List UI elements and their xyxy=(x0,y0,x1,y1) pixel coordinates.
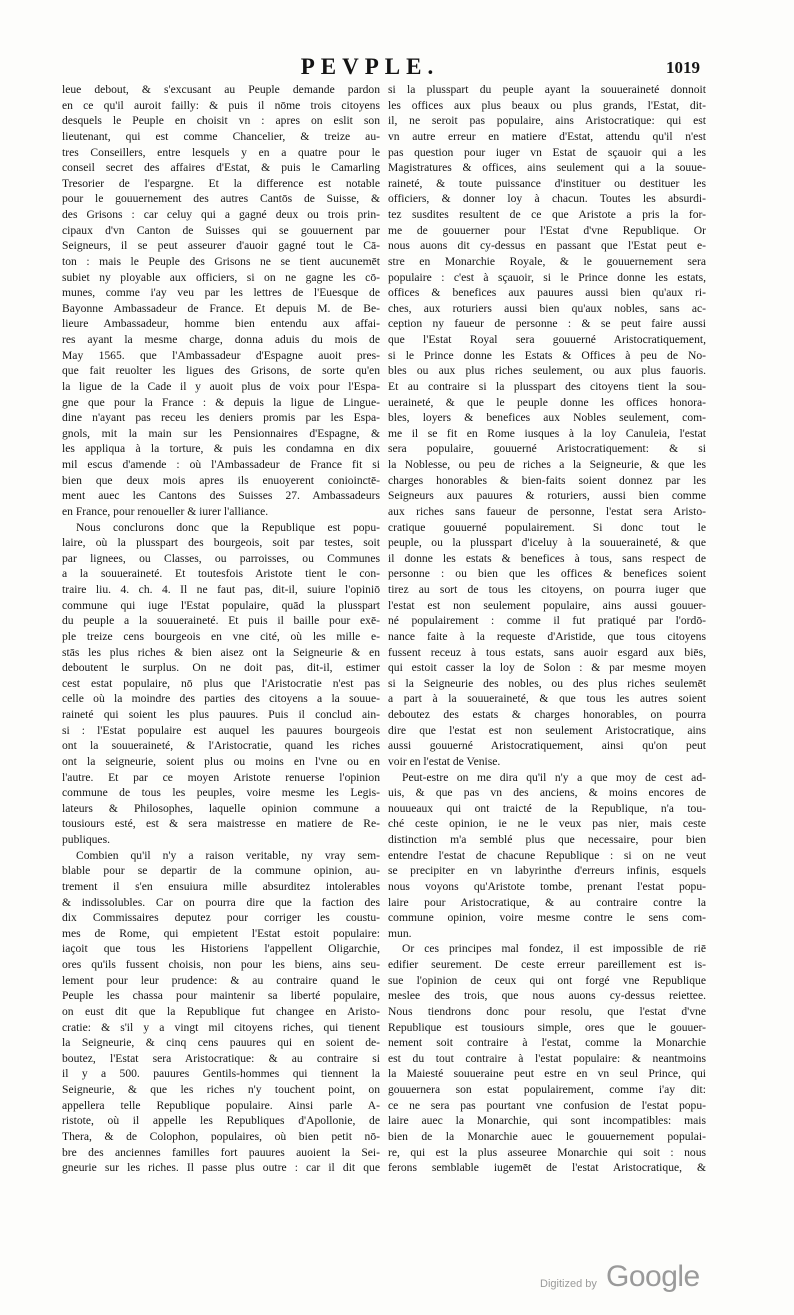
text-line: Combien qu'il n'y a raison veritable, ny vray sem- xyxy=(76,848,380,862)
text-line: Or ces principes mal fondez, il est impossible de riē xyxy=(402,942,706,956)
text-line: lement pour leur prudence: & au contraire quand le xyxy=(62,973,380,987)
text-line: Nous tiendrons donc pour resolu, que l'estat d'vne xyxy=(388,1004,706,1018)
text-line: offices & benefices aux pauures aussi bien qu'aux ri- xyxy=(388,286,706,300)
text-line: cratique gouuerné populairement. Si donc tout le xyxy=(388,520,706,534)
text-line: bles, loyers & benefices aux Nobles seulement, com- xyxy=(388,411,706,425)
text-line: bien de la Monarchie auec le gouuernement populai- xyxy=(388,1129,706,1143)
text-line: que fait reuolter les ligues des Grisons, de sorte qu'en xyxy=(62,364,380,378)
text-line: par lignees, ou Classes, ou parroisses, ou Communes xyxy=(62,551,380,565)
text-line: bles ou aux plus riches seulement, ou aux plus fauoris. xyxy=(388,364,706,378)
text-line: ont la souueraineté, & l'Aristocratie, quand les riches xyxy=(62,739,380,753)
text-line: nance faite à la requeste d'Aristide, que tous citoyens xyxy=(388,629,706,643)
text-line: sera populaire, gouuerné Aristocratiquement: & si xyxy=(388,442,706,456)
text-line: qui estoit casser la loy de Solon : & par mesme moyen xyxy=(388,661,706,675)
text-line: ception ny faueur de personne : & se peut faire aussi xyxy=(388,317,706,331)
text-line: se precipiter en vn labyrinthe d'erreurs infinis, esquels xyxy=(388,864,706,878)
text-line: mes de Rome, qui empietent l'Estat estoit populaire: xyxy=(62,926,380,940)
text-line: dix Commissaires deputez pour corriger les coustu- xyxy=(62,911,380,925)
text-line: l'estat est non seulement populaire, ains aussi gouuer- xyxy=(388,598,706,612)
text-line: né populairement : comme il fut pratiqué par l'ordō- xyxy=(388,614,706,628)
text-line: nouueaux qui ont traicté de la Republique, n'a tou- xyxy=(388,801,706,815)
watermark-prefix: Digitized by xyxy=(540,1278,597,1290)
text-line: la Seigneurie, & cinq cens pauures qui en soient de- xyxy=(62,1036,380,1050)
text-line: populaire : c'est à sçauoir, si le Prince donne les estats, xyxy=(388,270,706,284)
text-line: Thera, & de Colophon, populaires, où bien petit nō- xyxy=(62,1129,380,1143)
text-line: distinction m'a semblé plus que necessaire, pour bien xyxy=(388,833,706,846)
text-line: vn autre erreur en matiere d'Estat, attendu qu'il n'est xyxy=(388,129,706,143)
text-line: si la plusspart du peuple ayant la souueraineté donnoit xyxy=(388,83,706,96)
text-line: gnols, mit la main sur les Pensionnaires d'Espagne, & xyxy=(62,426,380,440)
text-line: du peuple a la souueraineté. Et puis il baille pour exē- xyxy=(62,614,380,628)
text-line: il, ne seroit pas populaire, ains Aristocratique: qui est xyxy=(388,114,706,128)
text-line: en France, pour renoueller & iurer l'alliance. xyxy=(62,504,269,518)
text-line: leue debout, & s'excusant au Peuple demande pardon xyxy=(62,83,380,96)
text-line: celle où la moindre des parties des citoyens a la souue- xyxy=(62,692,380,706)
text-line: il donne les estats & benefices à tous, sans respect de xyxy=(388,551,706,565)
text-line: tez susdites resultent de ce que Aristote a pris la for- xyxy=(388,208,706,221)
text-line: appellera telle Republique populaire. Ainsi parle A- xyxy=(62,1098,380,1112)
text-line: gouuernera son estat populairement, comme i'ay dit: xyxy=(388,1083,706,1096)
text-line: blable pour se departir de la commune opinion, au- xyxy=(62,864,380,878)
page-number: 1019 xyxy=(666,58,700,77)
text-line: ment auec les Cantons des Suisses 27. Ambassadeurs xyxy=(62,489,380,503)
text-line: ores qu'ils fussent choisis, non pour les biens, ains seu- xyxy=(62,958,380,971)
text-line: uis, & que pas vn des anciens, & moins encores de xyxy=(388,786,706,800)
text-line: il y a 500. pauures Gentils-hommes qui tiennent la xyxy=(62,1067,380,1081)
text-column-left xyxy=(62,82,380,1176)
text-line: a la souueraineté. Et toutesfois Aristote tient le con- xyxy=(62,567,380,581)
text-line: laire auec la Monarchie, qui sont incompatibles: mais xyxy=(388,1114,706,1128)
text-line: bien que deux mois apres ils enuoyerent conioinctē- xyxy=(62,473,380,487)
text-line: me de gouuerner pour l'Estat d'vne Republique. Or xyxy=(388,223,706,237)
text-line: officiers, & donner loy à chacun. Toutes les absurdi- xyxy=(388,192,706,206)
text-line: ché ceste opinion, ie ne le veux pas nier, mais ceste xyxy=(388,817,706,831)
text-line: aux riches sans faueur de personne, l'estat sera Aristo- xyxy=(388,504,706,518)
text-line: tousiours esté, est & sera maistresse en matiere de Re- xyxy=(62,817,380,831)
text-line: res ayant la mesme charge, donna aduis du mois de xyxy=(62,333,380,346)
text-line: ont la seigneurie, soient plus ou moins en l'vne ou en xyxy=(62,754,380,768)
text-line: charges honorables & bien-faits soient donnez par les xyxy=(388,473,706,487)
text-line: laire, où la plusspart des bourgeois, soit par testes, soit xyxy=(62,536,380,550)
text-line: subiet ny ployable aux officiers, si on ne gagne les cō- xyxy=(62,270,380,284)
text-line: mil escus d'amende : où l'Ambassadeur de France fit si xyxy=(62,458,380,471)
text-line: ueraineté, & que le peuple donne les offices honora- xyxy=(388,395,706,409)
text-line: raineté qui soient les plus pauures. Puis il conclud ain- xyxy=(62,708,380,721)
text-line: commune opinion, voire mesme contre le sens com- xyxy=(388,911,706,925)
digitized-watermark xyxy=(540,1260,720,1300)
text-line: traire liu. 4. ch. 4. Il ne faut pas, dit-il, suiure l'opiniō xyxy=(62,583,380,596)
text-line: ple treize cens bourgeois en vne cité, où les mille e- xyxy=(62,629,380,643)
text-line: dire que l'estat est non seulement Aristocratique, ains xyxy=(388,723,706,737)
text-line: tirez au sort de tous les citoyens, on pourra iuger que xyxy=(388,583,706,596)
text-line: stre en Monarchie Royale, & le gouuernement sera xyxy=(388,254,706,268)
text-line: desquels le Peuple en choisit vn : apres on eslit son xyxy=(62,114,380,128)
text-line: Seigneurs aux pauures & roturiers, aussi bien comme xyxy=(388,489,706,503)
text-line: cratie: & s'il y a vingt mil citoyens riches, qui tienent xyxy=(62,1020,380,1034)
text-line: Peuple les chassa pour maintenir sa liberté populaire, xyxy=(62,989,380,1003)
text-line: May 1565. que l'Ambassadeur d'Espagne auoit pres- xyxy=(62,348,380,362)
text-line: on eust dit que la Republique fut changee en Aristo- xyxy=(62,1004,380,1018)
text-line: boutez, l'Estat sera Aristocratique: & au contraire si xyxy=(62,1051,380,1065)
text-line: commune qui iuge l'Estat populaire, quād la plusspart xyxy=(62,598,380,612)
text-line: Magistratures & offices, ains seulement qui a la souue- xyxy=(388,161,706,175)
text-line: la ligue de la Cade il y auoit plus de voix pour l'Espa- xyxy=(62,379,380,393)
text-line: lieure Ambassadeur, homme bien entendu aux affai- xyxy=(62,317,380,331)
google-logo: Google xyxy=(606,1260,700,1293)
running-head: PEVPLE. xyxy=(300,54,440,79)
text-line: deboutez des estats & charges honorables, on pourra xyxy=(388,708,706,721)
text-line: gne que pour la France : & depuis la ligue de Lingue- xyxy=(62,395,380,409)
text-line: Peut-estre on me dira qu'il n'y a que moy de cest ad- xyxy=(402,770,706,784)
text-line: Tresorier de l'espargne. Et la difference est notable xyxy=(62,176,380,190)
text-line: & indissolubles. Car on pourra dire que la faction des xyxy=(62,895,380,909)
text-line: lieutenant, qui est comme Chancelier, & treize au- xyxy=(62,129,380,143)
text-line: si : l'Estat populaire est auquel les pauures bourgeois xyxy=(62,723,380,737)
text-line: iaçoit que tous les Historiens l'appellent Oligarchie, xyxy=(62,942,380,956)
text-line: gneurie sur les riches. Il passe plus outre : car il dit que xyxy=(62,1161,380,1175)
text-line: ce ne sera pas pourtant vne confusion de l'estat popu- xyxy=(388,1098,706,1112)
text-line: me il se fit en Rome iusques à la loy Canuleia, l'estat xyxy=(388,426,706,440)
text-line: fussent receuz à tous estats, sans auoir esgard aux biēs, xyxy=(388,645,706,659)
text-line: raineté, & toute puissance d'instituer ou destituer les xyxy=(388,176,706,190)
text-line: bre des anciennes familles fort pauures auoient la Sei- xyxy=(62,1145,380,1159)
text-line: Seigneurie, & que les riches n'y touchent point, on xyxy=(62,1083,380,1096)
text-line: publiques. xyxy=(62,833,110,846)
text-line: conseil secret des affaires d'Estat, & puis le Camarling xyxy=(62,161,380,175)
text-column-right xyxy=(388,82,706,1176)
text-line: trement il s'en ensuiura mille absurditez intolerables xyxy=(62,879,380,893)
text-line: la Noblesse, ou peu de riches a la Seigneurie, & que les xyxy=(388,458,706,471)
text-line: ton : mais le Peuple des Grisons ne se tient aucunemēt xyxy=(62,254,380,268)
text-line: sue l'opinion de ceux qui ont forgé vne Republique xyxy=(388,973,706,987)
text-line: deboutent le surplus. On ne doit pas, dit-il, estimer xyxy=(62,661,380,675)
text-line: commune de tous les peuples, voire mesme les Legis- xyxy=(62,786,380,800)
text-line: que l'Estat Royal sera gouuerné Aristocratiquement, xyxy=(388,333,706,346)
text-line: cipaux d'vn Canton de Suisses qui se gouuernent par xyxy=(62,223,380,237)
text-line: pour le gouuernement des autres Cantōs de Suisse, & xyxy=(62,192,380,206)
text-line: nous auons dit cy-dessus en passant que l'Estat peut e- xyxy=(388,239,706,253)
text-line: pas question pour iuger vn Estat de sçauoir qui a les xyxy=(388,145,706,159)
text-line: munes, comme i'ay veu par les lettres de l'Euesque de xyxy=(62,286,380,300)
text-line: voir en l'estat de Venise. xyxy=(388,754,501,768)
text-line: nement soit contraire à l'estat, comme la Monarchie xyxy=(388,1036,706,1050)
text-line: en ce qu'il auroit failly: & puis il nōme trois citoyens xyxy=(62,98,380,112)
text-line: lateurs & Philosophes, laquelle opinion commune a xyxy=(62,801,380,815)
text-line: re, qui est la plus asseuree Monarchie qui soit : nous xyxy=(388,1145,706,1159)
text-line: laire pour Aristocratique, & au contraire contre la xyxy=(388,895,706,909)
text-line: les offices aux plus beaux ou plus grands, l'Estat, dit- xyxy=(388,98,706,112)
text-line: la Maiesté souueraine peut estre en vn seul Prince, qui xyxy=(388,1067,706,1081)
text-line: si la Seigneurie des nobles, ou des plus riches seulemēt xyxy=(388,676,706,690)
text-line: les appliqua à la torture, & puis les condamna en dix xyxy=(62,442,380,456)
text-line: Seigneurs, il se peut asseurer d'auoir gagné tout le Cā- xyxy=(62,239,380,253)
text-line: edifier seurement. De ceste erreur pareillement est is- xyxy=(388,958,706,971)
text-line: ristote, où il appelle les Republiques d'Apollonie, de xyxy=(62,1114,380,1128)
text-line: cest estat populaire, nō plus que l'Aristocratie n'est pas xyxy=(62,676,380,690)
text-line: l'autre. Et par ce moyen Aristote renuerse l'opinion xyxy=(62,770,380,784)
text-line: des Grisons : car celuy qui a gagné deux ou trois prin- xyxy=(62,208,380,221)
text-line: aussi gouuerné Aristocratiquement, ainsi qu'on peut xyxy=(388,739,706,753)
text-line: entendre l'estat de chacune Republique : si on ne veut xyxy=(388,848,706,862)
text-line: Bayonne Ambassadeur de France. Et depuis M. de Be- xyxy=(62,301,380,315)
text-line: nous voyons qu'Aristote tombe, prenant l'estat popu- xyxy=(388,879,706,893)
text-line: ferons semblable iugemēt de l'estat Aristocratique, & xyxy=(388,1161,706,1175)
text-line: tres Conseillers, entre lesquels y en a quatre pour le xyxy=(62,145,380,159)
text-line: dine n'ayant pas receu les deniers promis par les Espa- xyxy=(62,411,380,425)
text-line: si le Prince donne les Estats & Offices à peu de No- xyxy=(388,348,706,362)
text-line: est du tout contraire à l'estat populaire: & neantmoins xyxy=(388,1051,706,1065)
text-line: Republique est tousiours simple, ores que le gouuer- xyxy=(388,1020,706,1034)
text-line: personne : ou bien que les offices & benefices soient xyxy=(388,567,706,581)
text-line: Et au contraire si la plusspart des citoyens tient la sou- xyxy=(388,379,706,393)
text-line: mun. xyxy=(388,926,412,940)
text-line: ches, aux roturiers aussi bien qu'aux nobles, sans ac- xyxy=(388,301,706,315)
text-line: stās les plus riches & bien aisez ont la Seigneurie & en xyxy=(62,645,380,659)
text-line: meslee des trois, que nous auons cy-dessus reiettee. xyxy=(388,989,706,1003)
text-line: a part à la souueraineté, & que tous les autres soient xyxy=(388,692,706,706)
text-line: peuple, ou la plusspart d'iceluy à la souueraineté, & que xyxy=(388,536,706,550)
text-line: Nous conclurons donc que la Republique est popu- xyxy=(76,520,380,534)
